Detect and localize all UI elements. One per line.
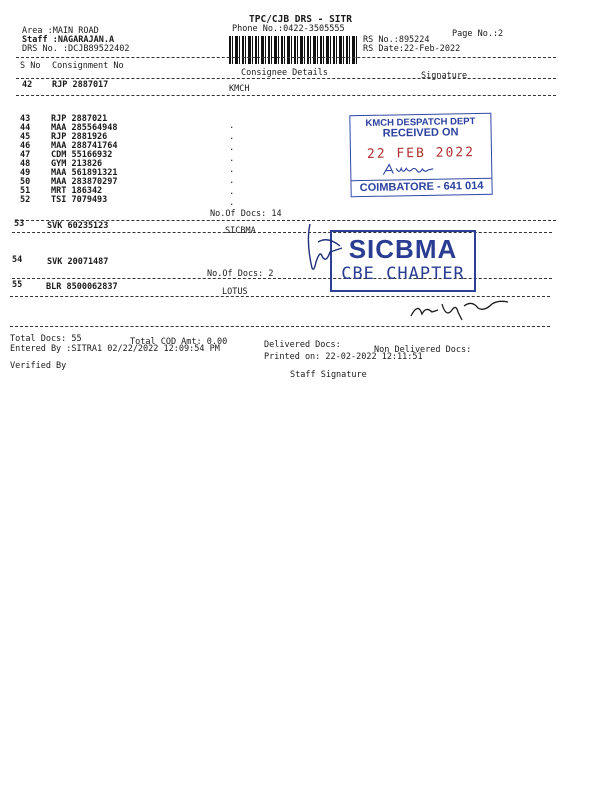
row-consignment: CDM 55166932 xyxy=(51,150,113,160)
handwritten-initials xyxy=(381,161,441,178)
signature-scribble xyxy=(300,222,350,274)
delivered-docs: Delivered Docs: xyxy=(264,340,341,350)
row-sno: 49 xyxy=(20,168,31,178)
row-sno: 46 xyxy=(20,141,31,151)
stamp-line: COIMBATORE - 641 014 xyxy=(351,178,491,194)
row-consignment: SVK 20071487 xyxy=(47,257,109,267)
drs-number: DRS No. :DCJB89522402 xyxy=(22,44,130,54)
row-sno: 47 xyxy=(20,150,31,160)
stamp-line: SICBMA xyxy=(348,234,458,264)
non-delivered-docs: Non Delivered Docs: xyxy=(374,345,472,355)
stamp-line: KMCH DESPATCH DEPT xyxy=(365,116,476,129)
stamp-line: RECEIVED ON xyxy=(382,126,459,140)
area-field: Area :MAIN ROAD xyxy=(22,26,99,36)
row-consignment: MAA 283870297 xyxy=(51,177,118,187)
kmch-received-stamp xyxy=(349,113,492,197)
rs-date: RS Date:22-Feb-2022 xyxy=(363,44,461,54)
staff-signature: Staff Signature xyxy=(290,370,367,380)
row-consignment: RJP 2887021 xyxy=(51,114,108,124)
row-consignment: GYM 213826 xyxy=(51,159,103,169)
total-cod-amount: Total COD Amt: 0.00 xyxy=(130,337,228,347)
stamp-date: 22 FEB 2022 xyxy=(366,145,476,162)
row-consignment: MAA 561891321 xyxy=(51,168,118,178)
no-of-docs: No.Of Docs: 2 xyxy=(207,269,274,279)
row-sno: 54 xyxy=(12,255,23,265)
row-sno: 48 xyxy=(20,159,31,169)
row-sno: 43 xyxy=(20,114,31,124)
total-docs: Total Docs: 55 xyxy=(10,334,82,344)
handwritten-signature xyxy=(408,296,520,322)
row-consignment: SVK 60235123 xyxy=(47,221,109,231)
row-sno: 44 xyxy=(20,123,31,133)
column-header-consignment: Consignment No xyxy=(52,61,124,71)
column-header-signature: Signature xyxy=(421,71,468,81)
dot-leader: . . . . . . . . xyxy=(229,121,235,208)
row-sno: 51 xyxy=(20,186,31,196)
verified-by: Verified By xyxy=(10,361,67,371)
row-consignment: MAA 285564948 xyxy=(51,123,118,133)
consignee-name: LOTUS xyxy=(222,287,248,297)
divider xyxy=(16,78,556,79)
printed-on: Printed on: 22-02-2022 12:11:51 xyxy=(264,352,423,362)
row-sno: 53 xyxy=(14,219,25,229)
column-header-consignee: Consignee Details xyxy=(241,68,328,78)
consignee-name: KMCH xyxy=(229,84,250,94)
consignee-name: SICBMA xyxy=(225,226,256,236)
divider xyxy=(16,95,556,96)
row-consignment: TSI 7079493 xyxy=(51,195,108,205)
staff-field: Staff :NAGARAJAN.A xyxy=(22,35,115,45)
phone-number: Phone No.:0422-3505555 xyxy=(232,24,345,34)
row-consignment: BLR 8500062837 xyxy=(46,282,118,292)
stamp-line: CBE CHAPTER xyxy=(341,264,465,284)
row-consignment: RJP 2881926 xyxy=(51,132,108,142)
sicbma-stamp xyxy=(330,230,476,292)
rs-number: RS No.:895224 xyxy=(363,35,430,45)
no-of-docs: No.Of Docs: 14 xyxy=(210,209,282,219)
divider xyxy=(16,57,556,58)
column-header-sno: S No xyxy=(20,61,41,71)
divider xyxy=(10,326,550,327)
row-consignment: MRT 186342 xyxy=(51,186,103,196)
entered-by: Entered By :SITRA1 02/22/2022 12:09:54 PM xyxy=(10,344,220,354)
page-number: Page No.:2 xyxy=(452,29,504,39)
document-title: TPC/CJB DRS - SITR xyxy=(249,14,352,25)
row-consignment: MAA 288741764 xyxy=(51,141,118,151)
row-sno: 55 xyxy=(12,280,23,290)
row-sno: 42 xyxy=(22,80,33,90)
row-sno: 52 xyxy=(20,195,31,205)
barcode-image xyxy=(229,36,357,64)
row-consignment: RJP 2887017 xyxy=(52,80,109,90)
row-sno: 50 xyxy=(20,177,31,187)
row-sno: 45 xyxy=(20,132,31,142)
